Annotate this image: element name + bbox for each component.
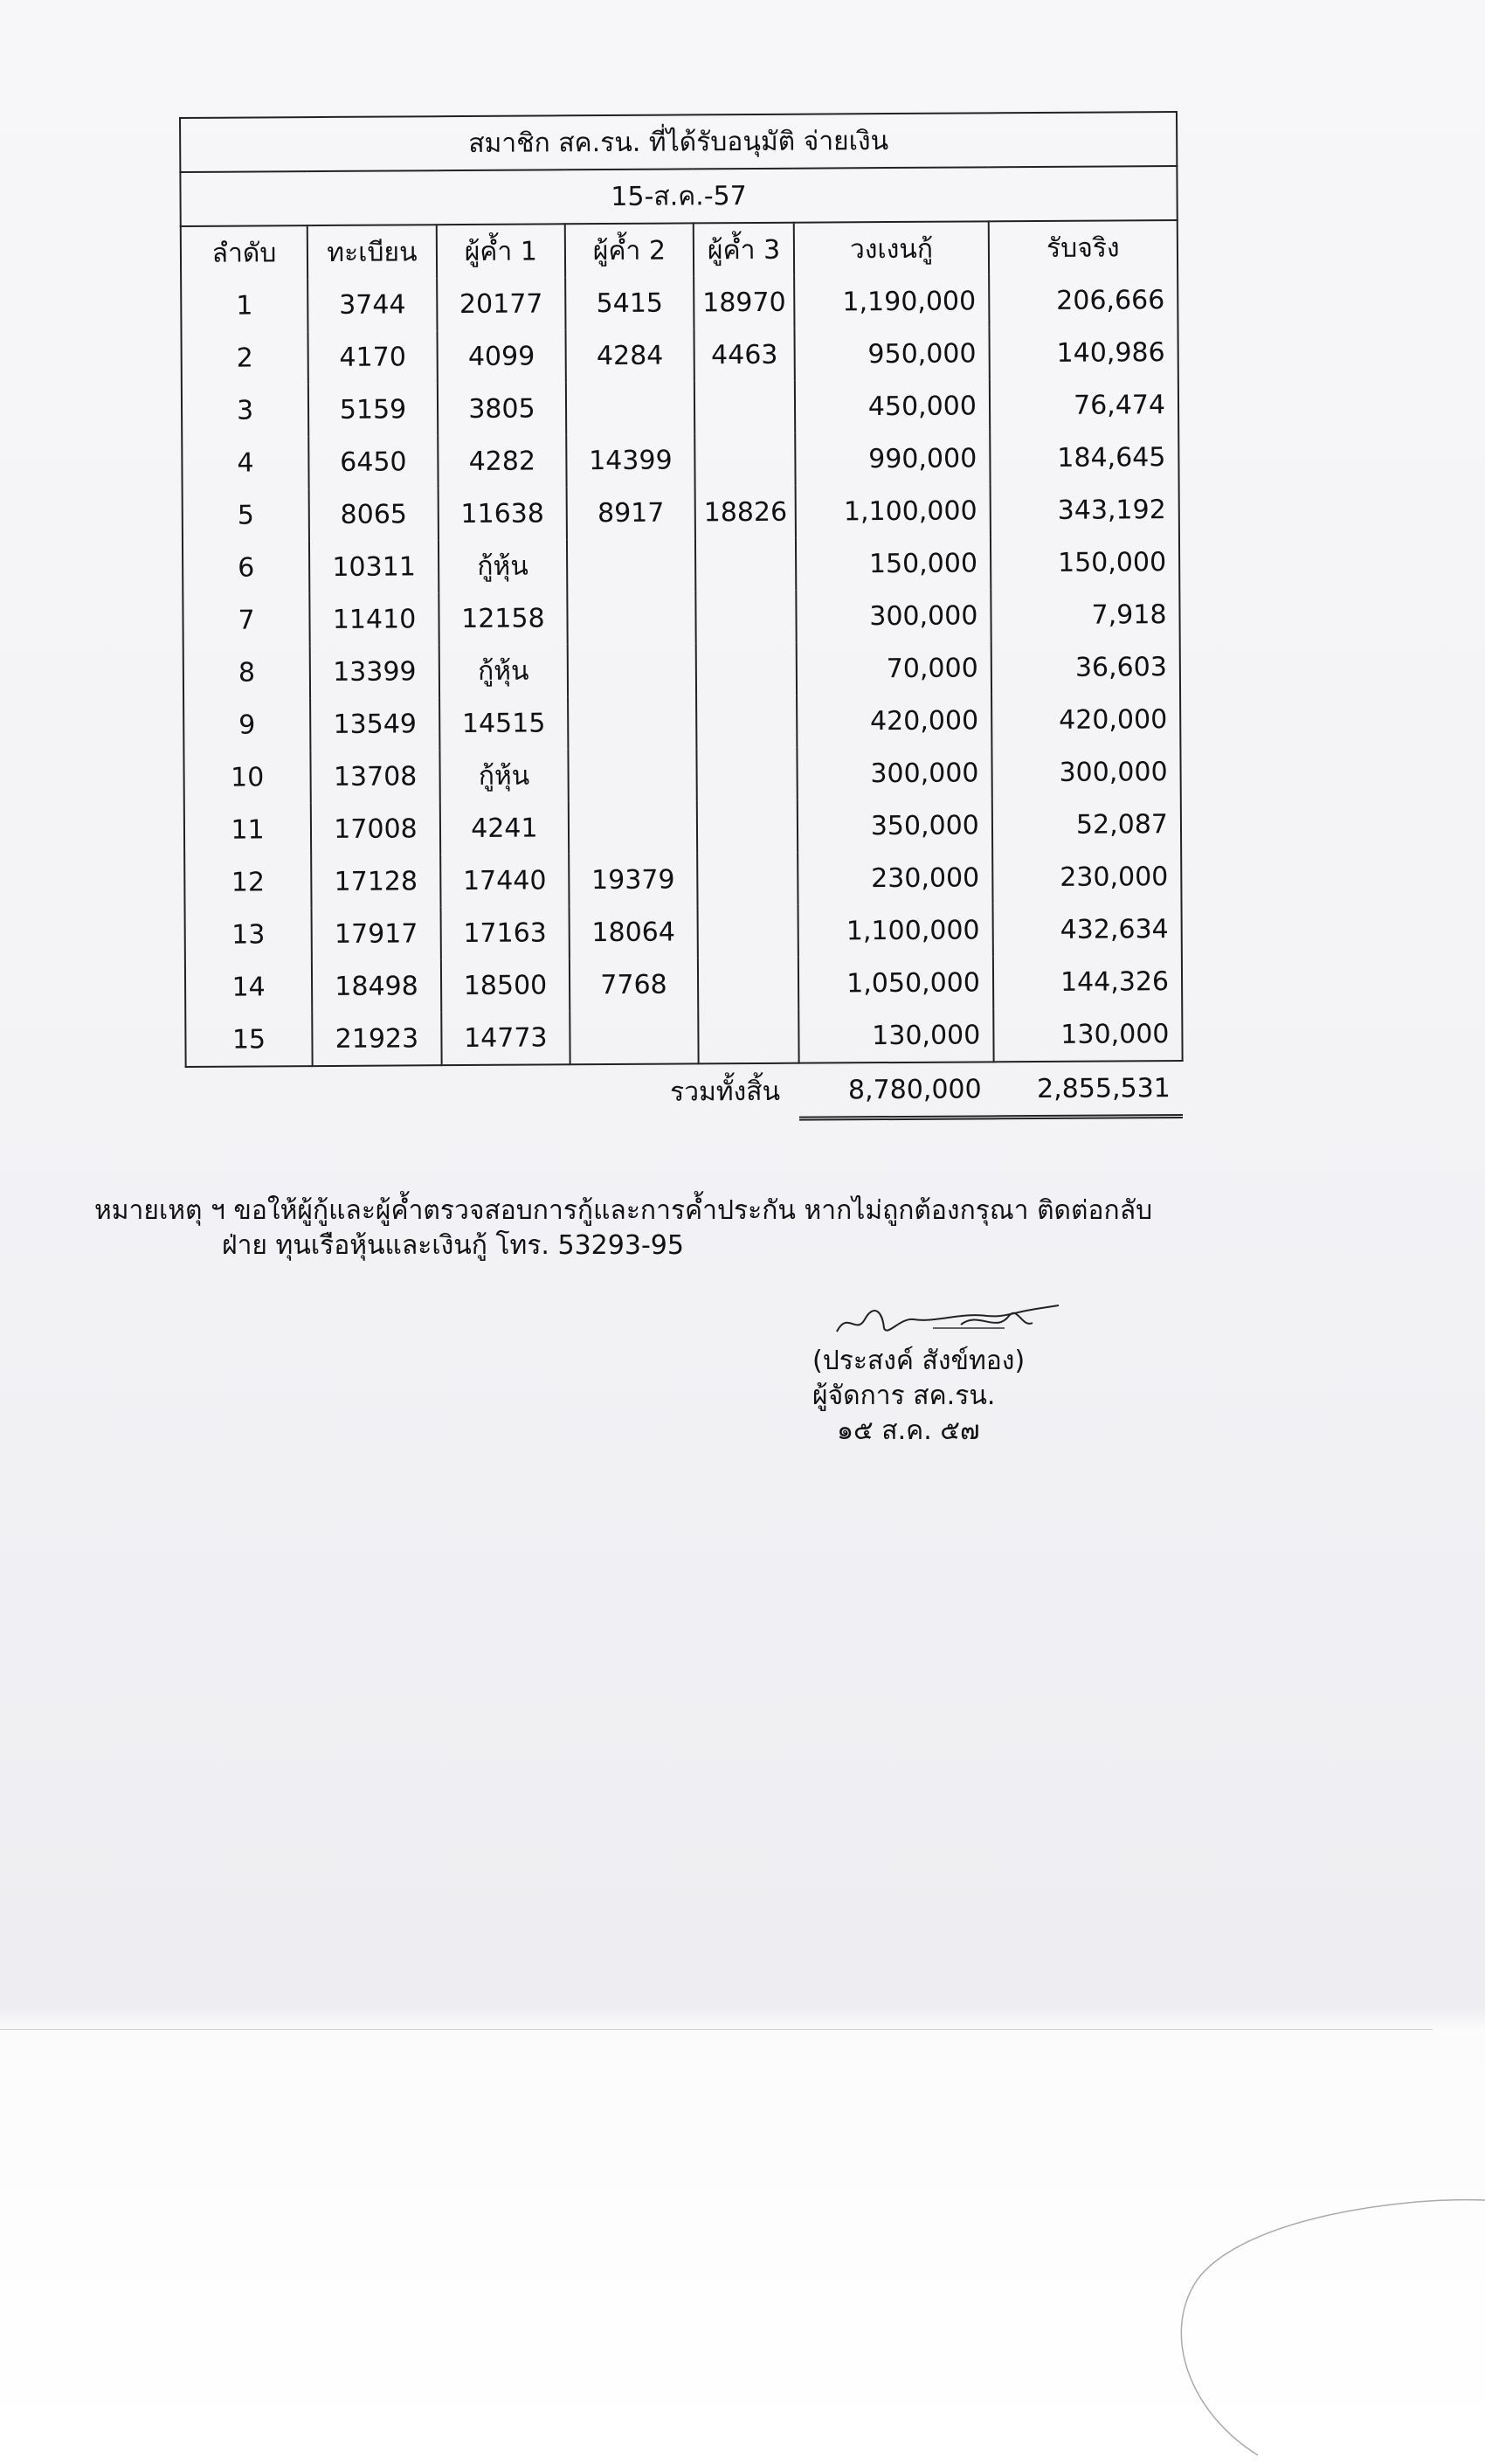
row-guarantor-2	[566, 381, 694, 434]
row-registration: 18498	[312, 959, 441, 1013]
row-guarantor-1: 12158	[439, 592, 567, 645]
column-header-guarantor-2: ผู้ค้ำ 2	[565, 223, 694, 277]
table-row	[184, 850, 1181, 909]
row-guarantor-1: 4282	[438, 434, 566, 488]
row-guarantor-2: 8917	[567, 486, 695, 539]
row-guarantor-2	[569, 800, 697, 854]
total-loan-amount: 8,780,000	[799, 1062, 994, 1118]
row-loan-amount: 1,190,000	[794, 274, 989, 328]
row-registration: 11410	[309, 592, 439, 646]
row-guarantor-1: 4241	[440, 801, 569, 855]
row-received: 52,087	[992, 798, 1182, 851]
table-title: สมาชิก สค.รน. ที่ได้รับอนุมัติ จ่ายเงิน	[180, 112, 1177, 172]
row-registration: 13708	[311, 750, 440, 803]
row-guarantor-3	[698, 1010, 799, 1064]
row-guarantor-2: 19379	[569, 853, 697, 906]
document-body	[179, 111, 1190, 1125]
row-guarantor-3: 4463	[694, 329, 795, 382]
row-received: 420,000	[991, 693, 1181, 746]
row-guarantor-1: 14773	[441, 1011, 570, 1065]
table-header-row	[181, 220, 1178, 280]
row-received: 230,000	[992, 850, 1182, 903]
faint-stamp-outline-icon	[1136, 2184, 1485, 2464]
row-received: 140,986	[989, 326, 1178, 379]
signature-block	[812, 1293, 1179, 1449]
scan-edge-divider	[0, 2029, 1433, 2030]
total-row	[186, 1061, 1183, 1122]
row-guarantor-3: 18826	[695, 486, 797, 539]
row-guarantor-3	[697, 853, 798, 906]
column-header-guarantor-3: ผู้ค้ำ 3	[694, 223, 795, 277]
row-registration: 13549	[310, 697, 439, 751]
row-guarantor-3: 18970	[694, 276, 795, 329]
row-guarantor-3	[696, 748, 798, 801]
row-received: 76,474	[990, 378, 1179, 432]
row-seq: 14	[185, 960, 312, 1014]
row-received: 144,326	[993, 955, 1183, 1008]
table-row	[185, 955, 1182, 1014]
row-registration: 13399	[310, 645, 439, 698]
row-guarantor-1: 4099	[437, 329, 565, 383]
row-seq: 11	[184, 803, 311, 856]
row-guarantor-3	[694, 381, 796, 434]
row-registration: 17128	[311, 855, 440, 908]
row-guarantor-2	[568, 643, 696, 696]
row-received: 432,634	[992, 903, 1182, 956]
row-guarantor-2	[570, 1010, 698, 1064]
row-guarantor-3	[698, 958, 799, 1011]
row-seq: 8	[183, 646, 310, 699]
row-received: 150,000	[991, 536, 1180, 589]
row-guarantor-1: 17163	[440, 906, 569, 959]
row-guarantor-1: 17440	[440, 854, 569, 907]
row-guarantor-2: 5415	[565, 276, 694, 329]
row-guarantor-1: กู้หุ้น	[439, 644, 568, 697]
table-row	[184, 798, 1181, 856]
row-loan-amount: 130,000	[798, 1008, 993, 1062]
row-guarantor-1: 18500	[441, 959, 570, 1012]
row-loan-amount: 150,000	[796, 536, 991, 590]
row-received: 36,603	[991, 640, 1181, 694]
row-guarantor-2	[568, 696, 696, 749]
column-header-guarantor-1: ผู้ค้ำ 1	[437, 224, 565, 278]
row-seq: 12	[184, 855, 311, 909]
row-received: 300,000	[991, 745, 1181, 799]
row-guarantor-2	[568, 748, 696, 801]
row-guarantor-3	[698, 905, 799, 959]
row-loan-amount: 1,100,000	[796, 484, 991, 537]
row-received: 206,666	[989, 273, 1178, 327]
row-guarantor-1: กู้หุ้น	[439, 749, 568, 802]
row-guarantor-2	[567, 538, 695, 592]
table-row	[185, 903, 1182, 961]
row-seq: 3	[182, 384, 308, 437]
row-guarantor-2: 14399	[566, 433, 694, 487]
column-header-received: รับจริง	[989, 220, 1178, 274]
table-date: 15-ส.ค.-57	[180, 166, 1177, 226]
row-loan-amount: 300,000	[797, 589, 991, 642]
row-loan-amount: 300,000	[798, 746, 992, 799]
total-label: รวมทั้งสิ้น	[669, 1076, 781, 1108]
row-guarantor-1: 20177	[437, 277, 565, 330]
row-guarantor-2: 7768	[570, 958, 698, 1011]
row-guarantor-2: 4284	[565, 329, 694, 382]
row-loan-amount: 450,000	[795, 379, 990, 433]
table-row	[183, 483, 1179, 542]
row-guarantor-3	[695, 538, 797, 592]
table-row	[183, 640, 1180, 699]
column-header-seq: ลำดับ	[181, 225, 307, 280]
row-guarantor-3	[695, 591, 797, 644]
remark-line-2: ฝ่าย ทุนเรือหุ้นและเงินกู้ โทร. 53293-95	[222, 1230, 684, 1261]
row-loan-amount: 950,000	[795, 327, 990, 380]
row-seq: 13	[185, 908, 312, 961]
signature-date: ๑๕ ส.ค. ๕๗	[837, 1415, 980, 1446]
row-loan-amount: 230,000	[798, 851, 992, 904]
row-registration: 17008	[311, 802, 440, 855]
row-registration: 3744	[307, 278, 437, 331]
row-guarantor-1: 11638	[438, 487, 566, 540]
row-loan-amount: 990,000	[795, 432, 990, 485]
table-row	[182, 326, 1178, 384]
row-guarantor-3	[697, 800, 798, 854]
table-row	[182, 378, 1178, 437]
column-header-loan-amount: วงเงนกู้	[794, 221, 989, 275]
row-received: 184,645	[990, 431, 1179, 484]
row-registration: 8065	[309, 488, 439, 541]
table-row	[183, 536, 1179, 594]
row-loan-amount: 1,050,000	[798, 956, 993, 1009]
total-received: 2,855,531	[993, 1061, 1183, 1118]
column-header-registration: ทะเบียน	[307, 225, 437, 279]
row-seq: 6	[183, 541, 309, 594]
remark-note	[94, 1194, 1317, 1263]
signer-title: ผู้จัดการ สค.รน.	[812, 1381, 996, 1411]
table-row	[183, 588, 1179, 647]
row-registration: 10311	[309, 540, 439, 593]
row-registration: 4170	[308, 330, 438, 384]
table-row	[183, 693, 1180, 751]
table-row	[181, 273, 1178, 332]
row-seq: 15	[185, 1013, 312, 1067]
row-seq: 2	[182, 331, 308, 384]
row-seq: 1	[181, 279, 307, 332]
table-row	[183, 745, 1180, 804]
row-registration: 6450	[308, 435, 438, 488]
signer-name: (ประสงค์ สังข์ทอง)	[812, 1346, 1026, 1376]
row-received: 130,000	[993, 1007, 1183, 1062]
row-seq: 4	[182, 436, 308, 489]
row-guarantor-1: กู้หุ้น	[439, 539, 567, 592]
row-loan-amount: 420,000	[797, 694, 991, 747]
row-registration: 5159	[308, 383, 438, 436]
row-guarantor-3	[696, 696, 798, 749]
handwritten-signature-icon	[830, 1293, 1066, 1344]
row-loan-amount: 350,000	[798, 799, 992, 852]
row-seq: 10	[183, 751, 310, 804]
row-guarantor-3	[696, 643, 798, 696]
row-loan-amount: 1,100,000	[798, 903, 993, 957]
row-seq: 5	[183, 488, 309, 542]
loan-approval-table	[179, 111, 1184, 1125]
row-guarantor-3	[694, 433, 796, 487]
row-seq: 7	[183, 593, 309, 647]
row-registration: 17917	[312, 907, 441, 960]
row-received: 343,192	[990, 483, 1179, 536]
row-received: 7,918	[991, 588, 1180, 641]
row-loan-amount: 70,000	[797, 641, 991, 695]
row-guarantor-1: 3805	[438, 382, 566, 435]
row-guarantor-2: 18064	[569, 905, 697, 959]
row-guarantor-2	[567, 591, 695, 644]
table-row	[185, 1007, 1182, 1067]
row-seq: 9	[183, 698, 310, 751]
remark-line-1: หมายเหตุ ฯ ขอให้ผู้กู้และผู้ค้ำตรวจสอบการกู้และการค้ำประกัน หากไม่ถูกต้องกรุณา ติดต่อกลับ	[94, 1195, 1153, 1226]
row-registration: 21923	[312, 1012, 441, 1066]
table-row	[182, 431, 1178, 489]
row-guarantor-1: 14515	[439, 696, 568, 750]
